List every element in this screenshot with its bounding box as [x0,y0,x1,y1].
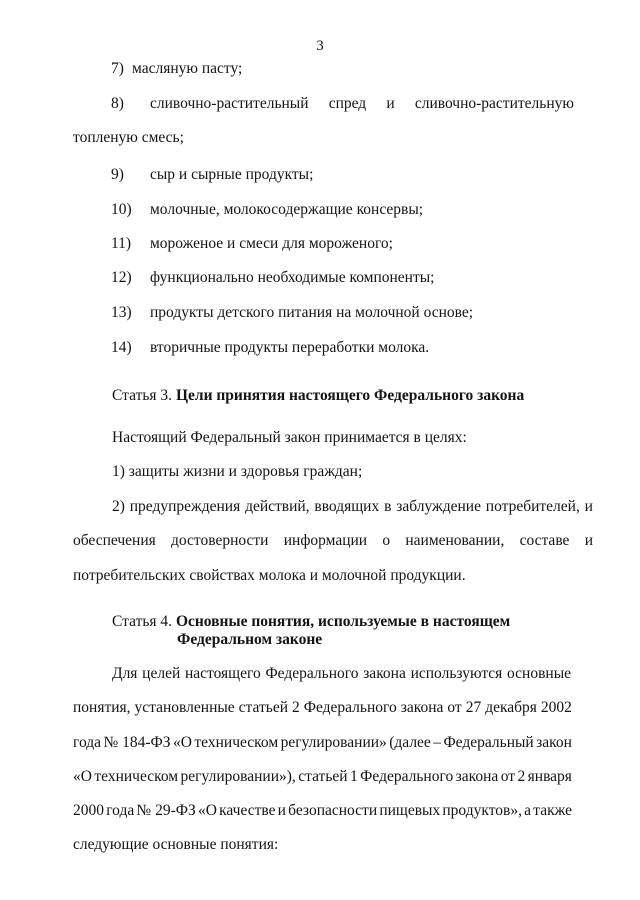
word: целей [142,665,181,682]
word: «О [173,734,192,751]
word: декабря [485,699,537,716]
word: от [500,768,516,785]
article-4-title-line-2-text: Федеральном законе [177,631,323,648]
article-4-line-3 [73,733,572,753]
word: закона [455,768,499,785]
word: информации [283,532,368,549]
word: наименовании, [405,532,505,549]
word: и [584,498,593,515]
article-3-point-1: 1) защиты жизни и здоровья граждан; [112,463,363,480]
page-number: 3 [316,38,324,54]
article-3-intro: Настоящий Федеральный закон принимается в целях: [112,429,467,446]
word: года [73,734,102,751]
word: техническом [94,768,179,785]
word: Федеральный [443,734,534,751]
list-item-text: мороженое и смеси для мороженого; [150,235,393,252]
word: продуктов», [442,802,522,819]
word: заблуждение [396,498,481,515]
list-item-8-continuation: топленую смесь; [73,129,184,146]
word: регулировании»), [180,768,296,785]
article-4-title-line-1: Основные понятия, используемые в настоящем [175,613,511,630]
list-item-text: продукты детского питания на молочной основе; [150,304,474,321]
article-3-prefix: Статья 3. [112,387,173,404]
list-item-8-text [150,94,574,114]
word: а [524,802,532,819]
article-3-point-2-line-2 [73,531,593,551]
list-item-number: 11) [111,235,132,252]
word: вводящих [314,498,380,515]
article-4-line-4 [73,767,572,787]
word: также [533,802,572,819]
word: о [382,532,391,549]
word: № 29-ФЗ [136,802,196,819]
word: и [584,532,593,549]
word: 27 [465,699,482,716]
word: 2000 [73,802,104,819]
word: предупреждения [129,498,241,515]
article-4-heading [112,612,510,632]
list-item-text: вторичные продукты переработки молока. [150,339,430,356]
word: Для [112,665,138,682]
word: сливочно-растительную [414,95,574,112]
word: Федерального [303,699,397,716]
article-4-prefix: Статья 4. [112,613,173,630]
word: пищевых [379,802,441,819]
word: 2) [112,498,125,515]
article-4-line-2 [73,698,572,718]
word: Федерального [360,768,454,785]
word: используются [410,665,503,682]
list-item-number: 12) [111,269,132,286]
word: и [277,802,286,819]
word: сливочно-растительный [150,95,309,112]
word: статьей [238,699,288,716]
article-4-last-line: следующие основные понятия: [73,836,279,853]
word: и [386,95,395,112]
article-4-title-line-2 [177,630,322,650]
article-3-point-2-line-1 [112,497,593,517]
word: действий, [245,498,310,515]
list-item-number: 7) [111,60,124,77]
word: № 184-ФЗ [103,734,171,751]
list-item-text: молочные, молокосодержащие консервы; [150,201,424,218]
list-item-number: 14) [111,339,132,356]
word: достоверности [171,532,269,549]
word: 2 [517,768,526,785]
word: техническом [194,734,279,751]
word: настоящего [184,665,261,682]
article-3-title: Цели принятия настоящего Федерального закона [175,387,525,404]
word: составе [519,532,570,549]
word: понятия, [73,699,131,716]
article-4-line-5 [73,801,572,821]
article-4-line-1 [112,664,571,684]
word: статьей [298,768,348,785]
word: Федерального [265,665,359,682]
list-item-number: 13) [111,304,132,321]
word: (далее [389,734,431,751]
word: года [106,802,135,819]
word: 2002 [540,699,572,716]
list-item-number: 8) [111,95,124,112]
word: закона [363,665,406,682]
word: от [447,699,462,716]
word: 2 [291,699,300,716]
word: обеспечения [73,532,156,549]
list-item-text: сыр и сырные продукты; [150,166,314,183]
word: 1 [350,768,358,785]
word: «О [73,768,92,785]
word: закон [536,734,572,751]
word: безопасности [288,802,378,819]
word: качестве [219,802,276,819]
word: «О [197,802,217,819]
word: потребителей, [485,498,580,515]
word: основные [507,665,571,682]
list-item-text: масляную пасту; [132,60,243,77]
word: установленные [134,699,235,716]
list-item-number: 10) [111,201,132,218]
word: января [527,768,572,785]
word: спред [328,95,367,112]
word: регулировании» [280,734,387,751]
article-3-heading [112,386,524,406]
article-3-point-2-line-3: потребительских свойствах молока и молочной продукции. [73,567,466,584]
word: в [384,498,392,515]
word: – [433,734,441,751]
list-item-number: 9) [111,166,124,183]
word: закона [400,699,444,716]
list-item-text: функционально необходимые компоненты; [150,269,435,286]
